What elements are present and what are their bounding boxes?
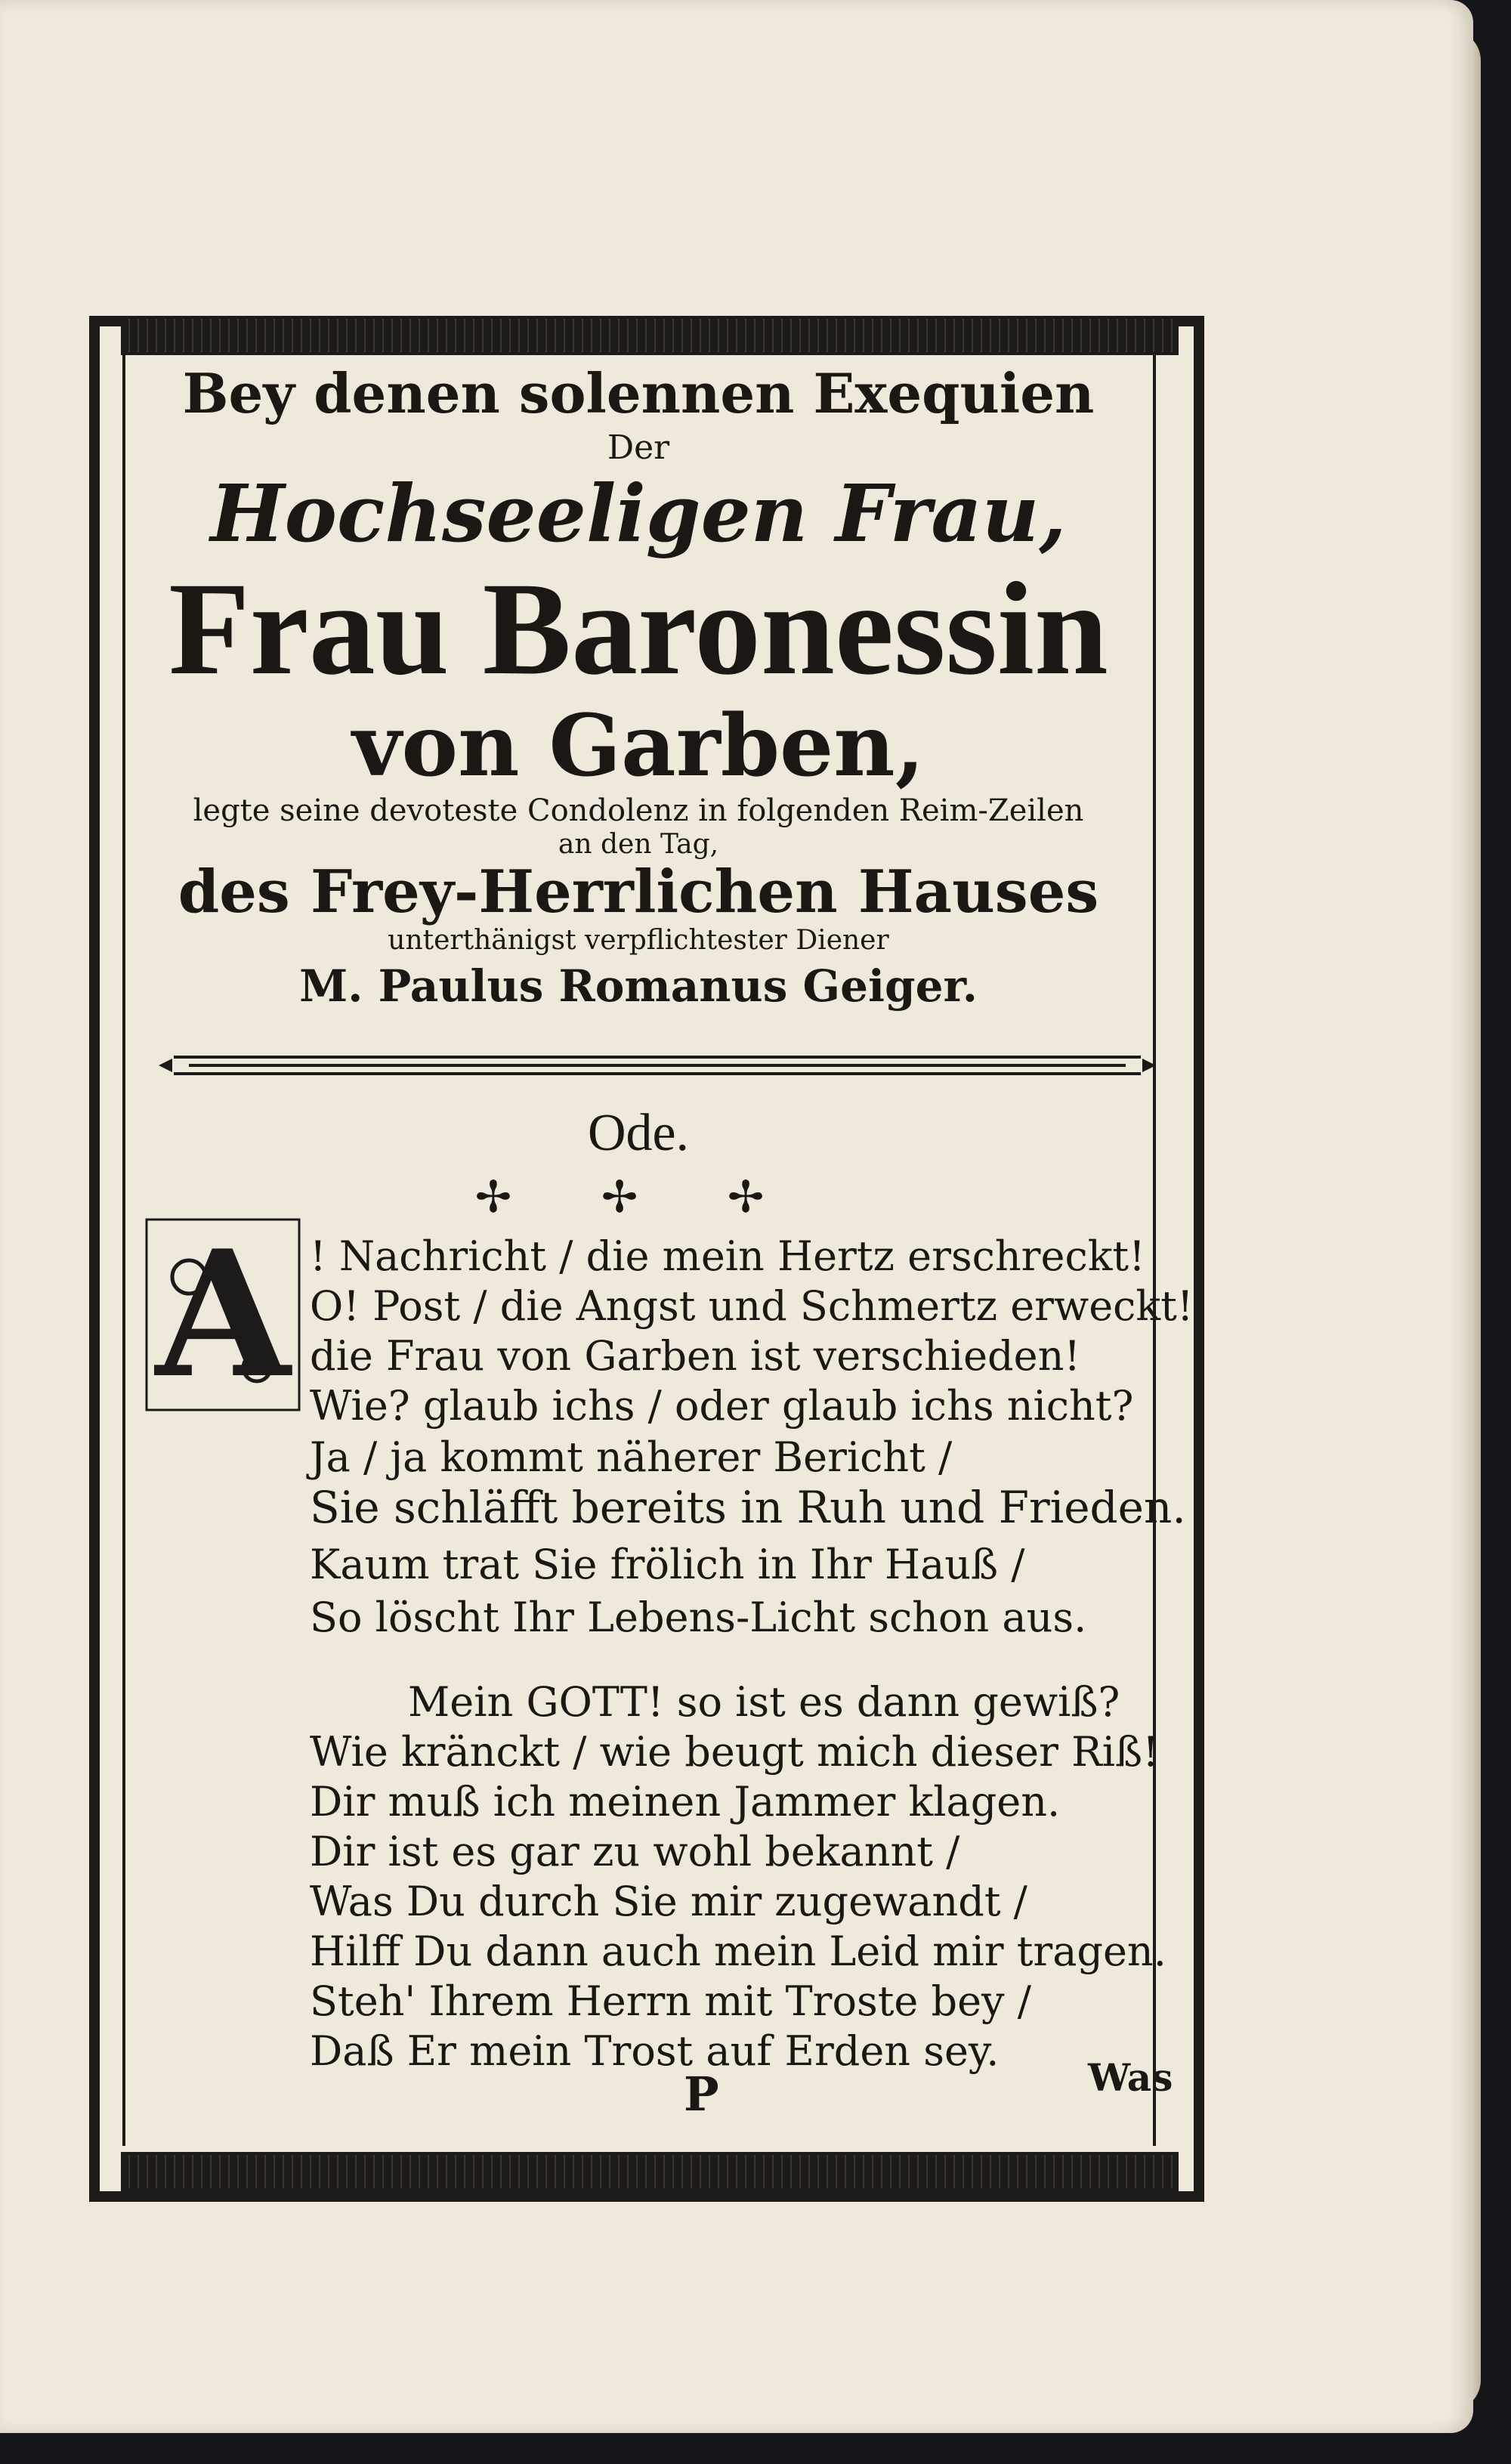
catchword: Was xyxy=(1088,2055,1173,2100)
verse-line: Was Du durch Sie mir zugewandt / xyxy=(310,1878,1027,1925)
verse-line: O! Post / die Angst und Schmertz erweckt! xyxy=(310,1282,1194,1330)
verse-line: Hilff Du dann auch mein Leid mir tragen. xyxy=(310,1928,1166,1975)
frame-inner-left-line xyxy=(122,355,125,2146)
title-line-5: von Garben, xyxy=(352,696,925,796)
title-line-9: unterthänigst verpflichtester Diener xyxy=(388,924,889,956)
title-line-8: des Frey-Herrlichen Hauses xyxy=(178,857,1099,926)
stanza-1 xyxy=(310,1232,1194,1431)
verse-line: Sie schläfft bereits in Ruh und Frieden. xyxy=(310,1482,1186,1533)
verse-line: Daß Er mein Trost auf Erden sey. xyxy=(310,2027,1000,2075)
verse-line: Wie kränckt / wie beugt mich dieser Riß! xyxy=(310,1728,1159,1776)
verse-line: Dir ist es gar zu wohl bekannt / xyxy=(310,1828,960,1875)
verse-line: die Frau von Garben ist verschieden! xyxy=(310,1332,1081,1380)
frame-top-bar xyxy=(121,316,1179,355)
verse-line: Dir muß ich meinen Jammer klagen. xyxy=(310,1778,1061,1826)
cross-ornaments: ✢ ✢ ✢ xyxy=(474,1171,802,1223)
title-line-1: Bey denen solennen Exequien xyxy=(182,361,1095,425)
title-line-3: Hochseeligen Frau, xyxy=(210,467,1067,560)
signature-mark: P xyxy=(684,2067,719,2122)
stanza-2 xyxy=(310,1677,1166,2076)
ode-heading: Ode. xyxy=(587,1104,690,1162)
verse-line: Mein GOTT! so ist es dann gewiß? xyxy=(408,1678,1120,1726)
title-line-2: Der xyxy=(607,428,670,467)
decorated-initial-icon xyxy=(144,1217,302,1413)
verse-line: Ja / ja kommt näherer Bericht / xyxy=(310,1433,953,1481)
verse-line: Steh' Ihrem Herrn mit Troste bey / xyxy=(310,1977,1031,2025)
verse-line: Wie? glaub ichs / oder glaub ichs nicht? xyxy=(310,1382,1134,1430)
stanza-1-continued xyxy=(310,1433,1186,1643)
title-line-6: legte seine devoteste Condolenz in folgenden Reim-Zeilen xyxy=(193,793,1084,828)
initial-letter: A xyxy=(155,1217,291,1413)
verse-line: ! Nachricht / die mein Hertz erschreckt! xyxy=(310,1232,1145,1280)
author-line: M. Paulus Romanus Geiger. xyxy=(299,960,978,1012)
ornament-divider xyxy=(159,1053,1156,1078)
title-line-4: Frau Baronessin xyxy=(168,555,1108,703)
verse-line: Kaum trat Sie frölich in Ihr Hauß / xyxy=(310,1541,1025,1588)
title-block xyxy=(151,355,1126,1012)
frame-bottom-bar xyxy=(121,2152,1179,2191)
verse-line: So löscht Ihr Lebens-Licht schon aus. xyxy=(310,1594,1087,1641)
title-line-7: an den Tag, xyxy=(558,828,719,860)
